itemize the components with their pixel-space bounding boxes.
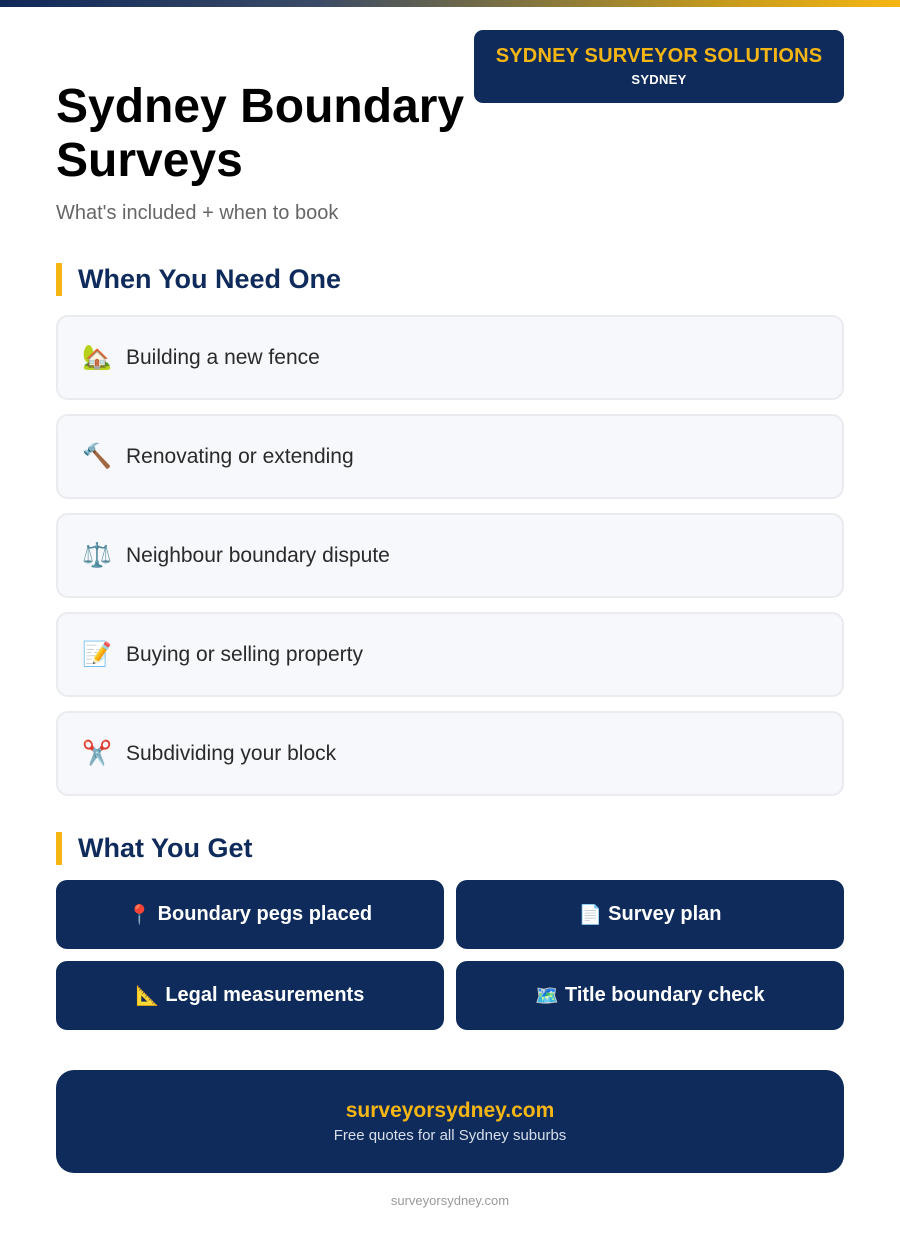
need-item-label: Neighbour boundary dispute: [126, 543, 390, 567]
memo-icon: 📝: [82, 640, 112, 668]
when-section-heading: When You Need One: [56, 263, 341, 296]
brand-city: SYDNEY: [631, 72, 687, 87]
triangle-ruler-icon: 📐: [135, 985, 160, 1007]
map-icon: 🗺️: [535, 985, 559, 1007]
house-tree-icon: 🏡: [82, 343, 112, 371]
footer-website-link[interactable]: surveyorsydney.com: [390, 1193, 510, 1208]
brand-badge: [474, 30, 844, 103]
need-item-renovating: [56, 414, 844, 499]
page-title: Sydney Boundary Surveys: [56, 80, 465, 187]
need-item-label: Building a new fence: [126, 345, 320, 369]
need-item-subdividing: [56, 711, 844, 796]
need-item-new-fence: [56, 315, 844, 400]
need-item-buying-selling: [56, 612, 844, 697]
scissors-icon: ✂️: [82, 739, 112, 767]
get-tile-label: Title boundary check: [564, 984, 765, 1006]
get-tile-boundary-pegs: [56, 880, 444, 949]
document-icon: 📄: [578, 904, 603, 926]
hammer-icon: 🔨: [82, 442, 112, 470]
get-tile-label: Boundary pegs placed: [157, 903, 373, 925]
get-tile-survey-plan: [456, 880, 844, 949]
need-item-label: Subdividing your block: [126, 741, 337, 765]
get-tile-title-check: [456, 961, 844, 1030]
need-item-dispute: [56, 513, 844, 598]
cta-website-link[interactable]: surveyorsydney.com: [345, 1099, 555, 1122]
cta-box: [56, 1070, 844, 1173]
get-section-heading: What You Get: [56, 832, 253, 865]
get-tile-legal-measurements: [56, 961, 444, 1030]
page-subtitle: What's included + when to book: [56, 202, 339, 224]
cta-note: Free quotes for all Sydney suburbs: [333, 1127, 567, 1144]
brand-name: SYDNEY SURVEYOR SOLUTIONS: [495, 45, 823, 67]
get-tile-label: Survey plan: [608, 903, 722, 925]
pin-icon: 📍: [127, 904, 152, 926]
need-item-label: Renovating or extending: [126, 444, 354, 468]
need-item-label: Buying or selling property: [126, 642, 363, 666]
balance-scale-icon: ⚖️: [82, 541, 112, 569]
top-accent-bar: [0, 0, 900, 7]
get-tile-label: Legal measurements: [165, 984, 365, 1006]
